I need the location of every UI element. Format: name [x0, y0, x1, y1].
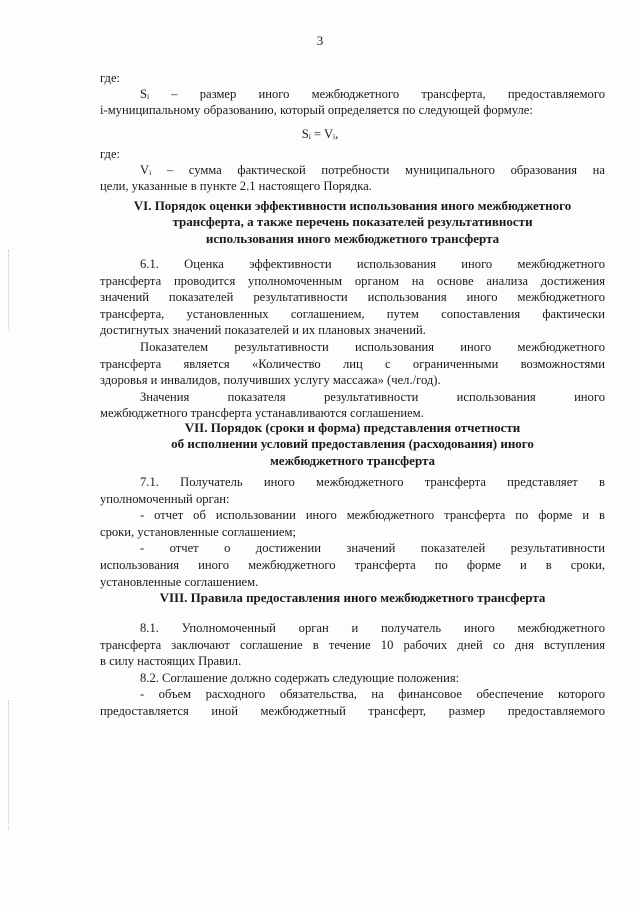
- text-line: использования иного межбюджетного трансферта по форме и в сроки,: [100, 557, 605, 572]
- section-7-heading: [100, 420, 605, 469]
- text-line: трансферта, установленных соглашением, путем сопоставления фактически: [100, 306, 605, 321]
- text-line: - объем расходного обязательства, на финансовое обеспечение которого: [140, 687, 605, 702]
- text-line: установленные соглашением.: [100, 574, 259, 589]
- text-line: трансферта заключают соглашение в течение 10 рабочих дней со дня вступления: [100, 637, 605, 652]
- vi-definition-line: Vᵢ – сумма фактической потребности муниципального образования на: [140, 163, 605, 177]
- heading-line: VI. Порядок оценки эффективности использования иного межбюджетного: [133, 198, 572, 213]
- vi-definition-line: цели, указанные в пункте 2.1 настоящего Порядка.: [100, 179, 372, 193]
- text-line: - отчет о достижении значений показателей результативности: [140, 541, 605, 556]
- text-line: Значения показателя результативности использования иного: [140, 389, 605, 404]
- text-line: значений показателей результативности использования иного межбюджетного: [100, 290, 605, 305]
- text-line: 6.1. Оценка эффективности использования иного межбюджетного: [140, 257, 605, 271]
- heading-line: VII. Порядок (сроки и форма) представления отчетности: [184, 420, 521, 435]
- heading-line: трансферта, а также перечень показателей результативности: [172, 214, 533, 230]
- heading-line: межбюджетного трансферта: [269, 452, 436, 468]
- scan-margin-artifact: [8, 700, 11, 830]
- text-line: сроки, установленные соглашением;: [100, 524, 296, 539]
- paragraph-6-1: [100, 256, 605, 422]
- heading-line: об исполнении условий предоставления (расходования) иного: [171, 436, 534, 452]
- text-line: 8.1. Уполномоченный орган и получатель иного межбюджетного: [140, 621, 605, 635]
- text-line: трансферта проводится уполномоченным органом на основе анализа достижения: [100, 273, 605, 288]
- heading-line: использования иного межбюджетного трансферта: [205, 230, 500, 246]
- where-label: где:: [100, 147, 121, 161]
- text-line: достигнутых значений показателей и их плановых значений.: [100, 323, 426, 338]
- text-line: уполномоченный орган:: [100, 491, 230, 506]
- paragraph-8-1: [100, 620, 605, 720]
- formula: Sᵢ = Vᵢ,: [301, 127, 339, 141]
- text-line: 7.1. Получатель иного межбюджетного трансферта представляет в: [140, 475, 605, 489]
- text-line: предоставляется иной межбюджетный трансферт, размер предоставляемого: [100, 703, 605, 718]
- text-line: 8.2. Соглашение должно содержать следующие положения:: [140, 670, 460, 685]
- section-6-heading: [100, 198, 605, 247]
- text-line: здоровья и инвалидов, получивших услугу массажа» (чел./год).: [100, 373, 441, 388]
- text-line: межбюджетного трансферта устанавливаются соглашением.: [100, 406, 424, 421]
- text-line: трансферта является «Количество лиц с ограниченными возможностями: [100, 356, 605, 371]
- text-line: Показателем результативности использования иного межбюджетного: [140, 339, 605, 354]
- text-line: в силу настоящих Правил.: [100, 654, 242, 669]
- where-label: где:: [100, 71, 121, 85]
- si-definition-line: Sᵢ – размер иного межбюджетного трансферта, предоставляемого: [140, 87, 605, 101]
- section-8-heading: VIII. Правила предоставления иного межбюджетного трансферта: [159, 590, 546, 605]
- text-line: - отчет об использовании иного межбюджетного трансферта по форме и в: [140, 508, 605, 523]
- paragraph-7-1: [100, 474, 605, 590]
- page-number: 3: [316, 33, 324, 48]
- scan-margin-artifact: [8, 250, 11, 330]
- si-definition-line: i-муниципальному образованию, который определяется по следующей формуле:: [100, 103, 533, 117]
